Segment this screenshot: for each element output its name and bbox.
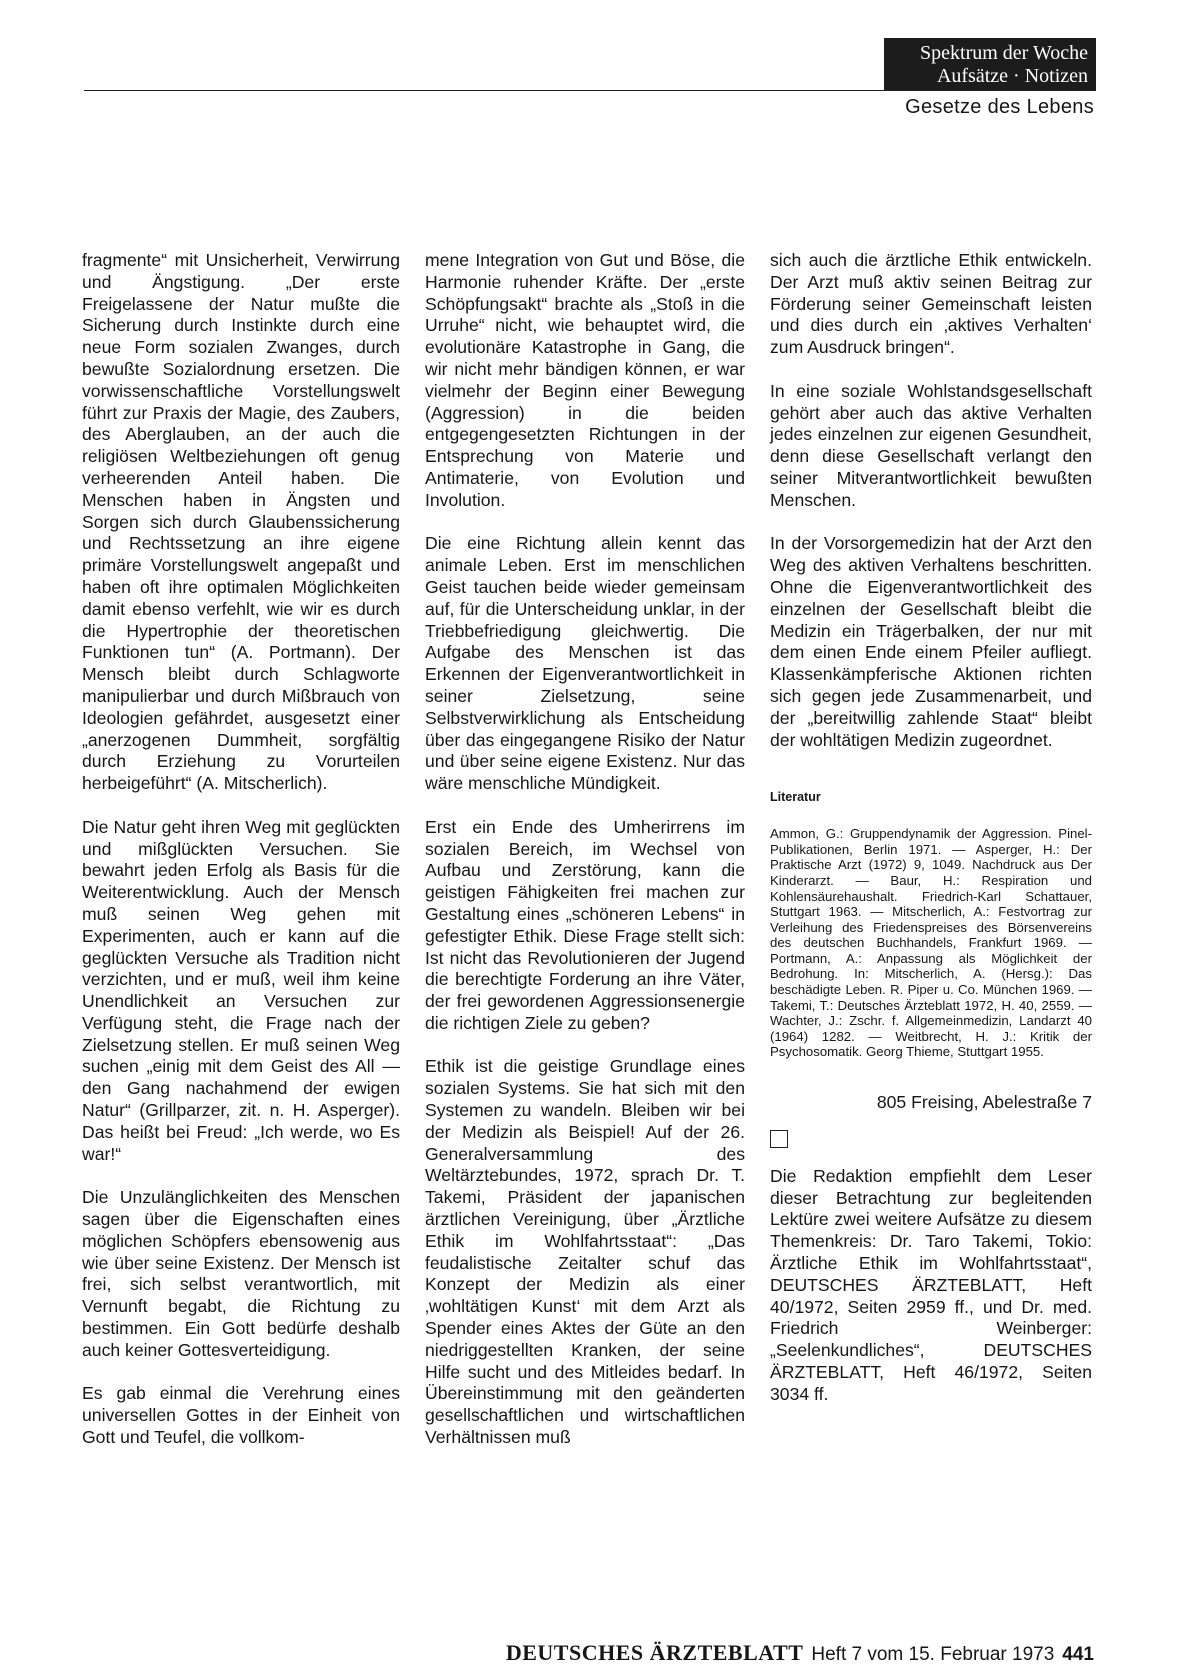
section-title: Gesetze des Lebens: [905, 96, 1094, 118]
literature-list: Ammon, G.: Gruppendynamik der Aggression. Pinel-Publikationen, Berlin 1971. — Asperger, H.: Der Praktische Arzt (1972) 9, 1049. Nachdruck aus Der Kinderarzt. — Baur, H.: Respiration und Kohlensäurehaushalt. Friedrich-Karl Schattauer, Stuttgart 1963. — Mitscherlich, A.: Festvortrag zur Verleihung des Friedenspreises des Börsenvereins des deutschen Buchhandels, Frankfurt 1969. — Portmann, A.: Anpassung als Möglichkeit der Bedrohung. In: Mitscherlich, A. (Hersg.): Das beschädigte Leben. R. Piper u. Co. München 1969. — Takemi, T.: Deutsches Ärzteblatt 1972, H. 40, 2559. — Wachter, J.: Zschr. f. Allgemeinmedizin, Landarzt 40 (1964) 1282. — Weitbrecht, H. J.: Kritik der Psychosomatik. Georg Thieme, Stuttgart 1955.: [770, 826, 1092, 1060]
badge-line-1: Spektrum der Woche: [920, 42, 1088, 64]
end-mark-box: [770, 1130, 788, 1148]
paragraph: Erst ein Ende des Umherirrens im sozialen Bereich, im Wechsel von Aufbau und Zerstörung, kann die geistigen Fähigkeiten frei machen zur Gestaltung eines „schöneren Lebens“ in gefestigter Ethik. Diese Frage stellt sich: Ist nicht das Revolutionieren der Jugend die berechtigte Forderung an ihre Väter, der frei gewordenen Aggressionsenergie die richtigen Ziele zu geben?: [425, 816, 745, 1033]
editor-note: Die Redaktion empfiehlt dem Leser dieser Betrachtung zur begleitenden Lektüre zwei weitere Aufsätze zu diesem Themenkreis: Dr. Taro Takemi, Tokio: Ärztliche Ethik im Wohlfahrtsstaat“, DEUTSCHES ÄRZTEBLATT, Heft 40/1972, Seiten 2959 ff., und Dr. med. Friedrich Weinberger: „Seelenkundliches“, DEUTSCHES ÄRZTEBLATT, Heft 46/1972, Seiten 3034 ff.: [770, 1165, 1092, 1404]
paragraph: Ethik ist die geistige Grundlage eines sozialen Systems. Sie hat sich mit den Systemen zu wandeln. Bleiben wir bei der Medizin als Beispiel! Auf der 26. Generalversammlung des Weltärztebundes, 1972, sprach Dr. T. Takemi, Präsident der japanischen ärztlichen Vereinigung, über „Ärztliche Ethik im Wohlfahrtsstaat“: „Das feudalistische Zeitalter schuf das Konzept der Medizin als einer ‚wohltätigen Kunst‘ mit dem Arzt als Spender eines Aktes der Güte an den niedriggestellten Kranken, der seine Hilfe sucht und des Mitleides bedarf. In Übereinstimmung mit den geänderten gesellschaftlichen und wirtschaftlichen Verhältnissen muß: [425, 1056, 745, 1448]
paragraph: Die Natur geht ihren Weg mit geglückten und mißglückten Versuchen. Sie bewahrt jeden Erfolg als Basis für die Weiterentwicklung. Auch der Mensch muß seinen Weg gehen mit Experimenten, auch er kann auf die geglückten Versuche als Tradition nicht verzichten, und er muß, weil ihm keine Unendlichkeit an Versuchen zur Verfügung steht, die Frage nach der Zielsetzung stellen. Er muß seinen Weg suchen „einig mit dem Geist des All — den Gang nachahmend der ewigen Natur“ (Grillparzer, zit. n. H. Asperger). Das heißt bei Freud: „Ich werde, wo Es war!“: [82, 816, 400, 1164]
author-address: 805 Freising, Abelestraße 7: [876, 1092, 1092, 1113]
paragraph: Es gab einmal die Verehrung eines universellen Gottes in der Einheit von Gott und Teufel, die vollkom-: [82, 1383, 400, 1448]
paragraph: mene Integration von Gut und Böse, die Harmonie ruhender Kräfte. Der „erste Schöpfungsakt“ brachte als „Stoß in die Urruhe“ nicht, wie behauptet wird, die evolutionäre Katastrophe in Gang, die wir nicht mehr bändigen können, er war vielmehr der Beginn einer Bewegung (Aggression) in die beiden entgegengesetzten Richtungen in der Entsprechung von Materie und Antimaterie, von Evolution und Involution.: [425, 250, 745, 510]
literature-heading: Literatur: [770, 790, 821, 805]
page-number: 441: [1062, 1644, 1094, 1665]
text-column-1: [82, 250, 400, 1471]
issue-info: Heft 7 vom 15. Februar 1973: [811, 1644, 1055, 1665]
section-badge: [884, 38, 1096, 90]
text-column-3: [770, 250, 1092, 1427]
paragraph: In eine soziale Wohlstandsgesellschaft gehört aber auch das aktive Verhalten jedes einzelnen zur eigenen Gesundheit, denn diese Gesellschaft verlangt den seiner Mitverantwortlichkeit bewußten Menschen.: [770, 380, 1092, 510]
page-footer: [506, 1640, 1094, 1666]
badge-line-2: Aufsätze · Notizen: [936, 65, 1088, 87]
header-rule: [84, 90, 1096, 91]
text-column-2: [425, 250, 745, 1471]
paragraph: Die eine Richtung allein kennt das animale Leben. Erst im menschlichen Geist tauchen beide wieder gemeinsam auf, für die Unterscheidung unklar, in der Triebbefriedigung gleichwertig. Die Aufgabe des Menschen ist das Erkennen der Eigenverantwortlichkeit in seiner Zielsetzung, seine Selbstverwirklichung als Entscheidung über das eingegangene Risiko der Natur und über seine eigene Existenz. Nur das wäre menschliche Mündigkeit.: [425, 533, 745, 794]
paragraph: fragmente“ mit Unsicherheit, Verwirrung und Ängstigung. „Der erste Freigelassene der Natur mußte die Sicherung durch Instinkte durch eine neue Form sozialen Zwanges, durch bewußte Sozialordnung ersetzen. Die vorwissenschaftliche Vorstellungswelt führt zur Praxis der Magie, des Zaubers, des Aberglauben, an der auch die religiösen Weltbeziehungen oft genug verheerenden Anteil haben. Die Menschen haben in Ängsten und Sorgen sich durch Glaubenssicherung und Rechtssetzung an ihre eigene primäre Vorstellungswelt angepaßt und haben oft ihre optimalen Möglichkeiten damit ebenso verfehlt, wie wir es durch die Hypertrophie der theoretischen Funktionen tun“ (A. Portmann). Der Mensch bleibt durch Schlagworte manipulierbar und durch Mißbrauch von Ideologien gefährdet, ausgesetzt einer „anerzogenen Dummheit, sorgfältig durch Erziehung zu Vorurteilen herbeigeführt“ (A. Mitscherlich).: [82, 250, 400, 794]
journal-name: DEUTSCHES ÄRZTEBLATT: [505, 1640, 804, 1665]
paragraph: Die Unzulänglichkeiten des Menschen sagen über die Eigenschaften eines möglichen Schöpfers ebensowenig aus wie über seine Existenz. Der Mensch ist frei, sich selbst verantwortlich, mit Vernunft begabt, die Richtung zu bestimmen. Ein Gott bedürfe deshalb auch keiner Gottesverteidigung.: [82, 1187, 400, 1360]
paragraph: sich auch die ärztliche Ethik entwickeln. Der Arzt muß aktiv seinen Beitrag zur Förderung seiner Gemeinschaft leisten und dies durch ein ‚aktives Verhalten‘ zum Ausdruck bringen“.: [770, 250, 1092, 358]
paragraph: In der Vorsorgemedizin hat der Arzt den Weg des aktiven Verhaltens beschritten. Ohne die Eigenverantwortlichkeit des einzelnen der Gesellschaft bleibt die Medizin ein Trägerbalken, der nur mit dem einen Ende einem Pfeiler aufliegt. Klassenkämpferische Aktionen richten sich gegen jede Zusammenarbeit, und der „bereitwillig zahlende Staat“ bleibt der wohltätigen Medizin zugeordnet.: [770, 533, 1092, 750]
